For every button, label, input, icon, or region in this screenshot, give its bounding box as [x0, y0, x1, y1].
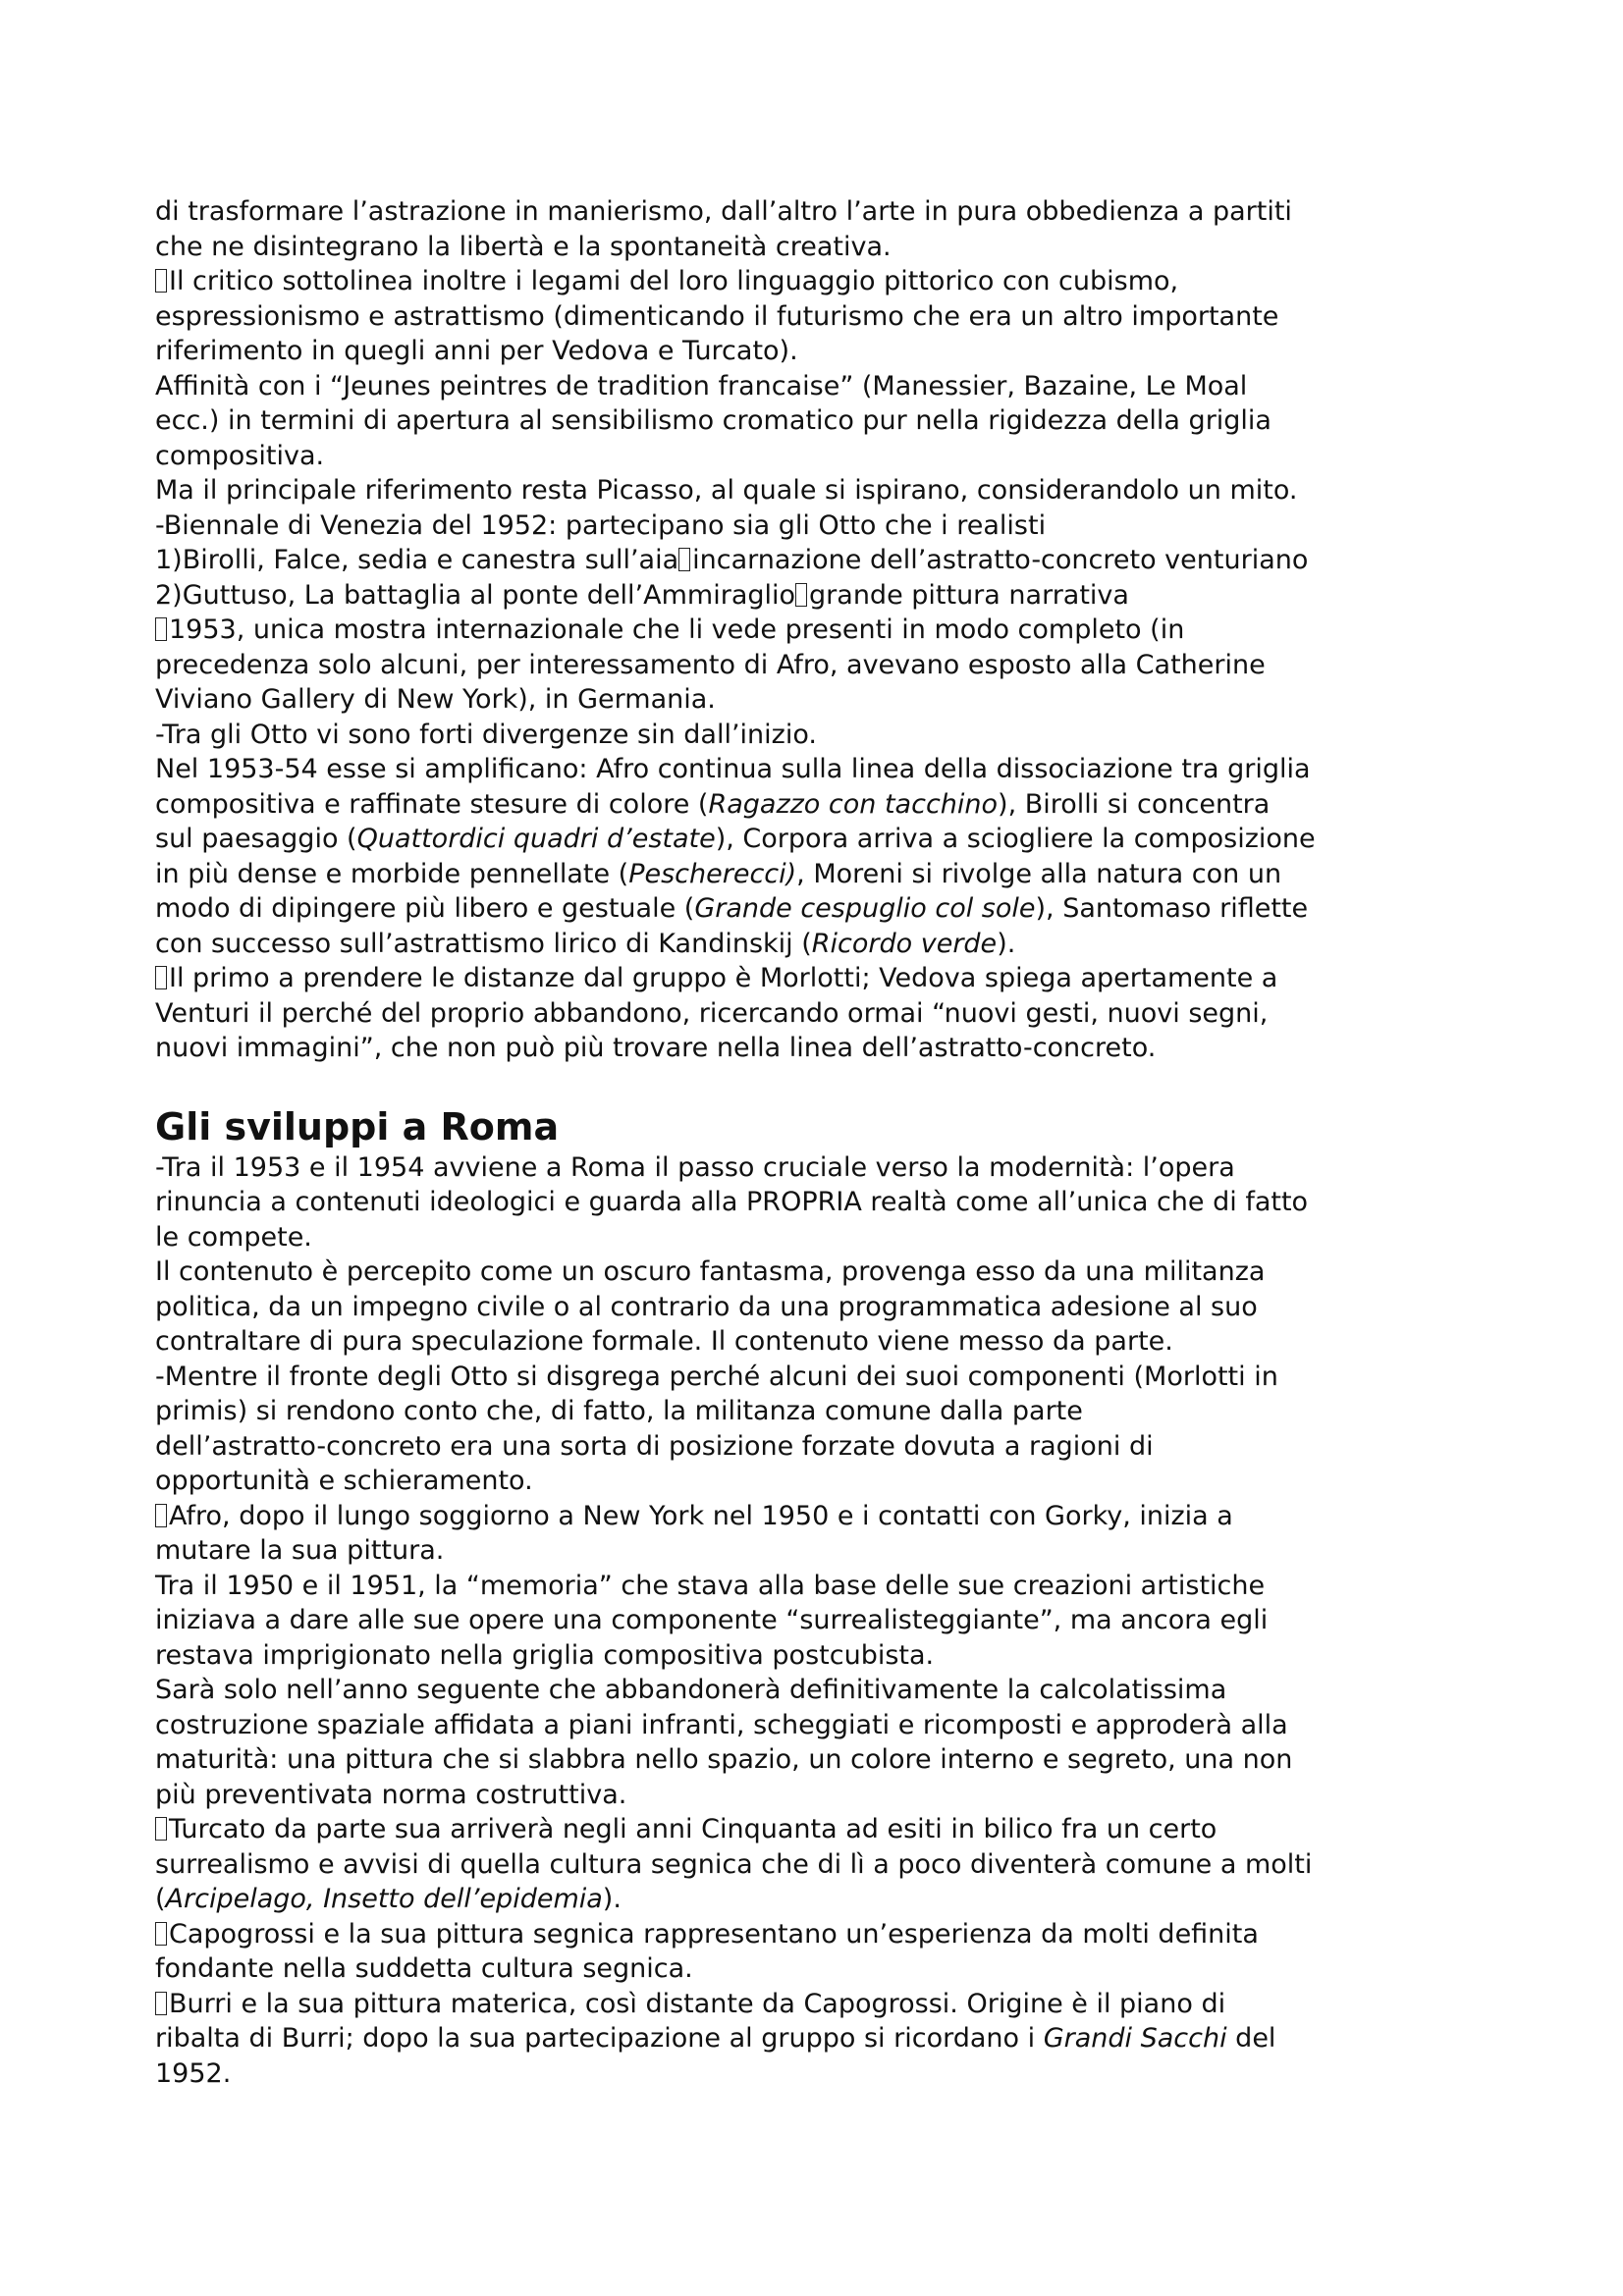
text-line: 2)Guttuso, La battaglia al ponte dell’Ammiraglio grande pittura narrativa [155, 579, 1129, 611]
missing-glyph-icon [155, 1504, 167, 1527]
text-line: che ne disintegrano la libertà e la spontaneità creativa. [155, 231, 892, 262]
text-line: più preventivata norma costruttiva. [155, 1779, 627, 1810]
text-line: Turcato da parte sua arriverà negli anni Cinquanta ad esiti in bilico fra un certo [155, 1812, 1471, 1847]
text-line: fondante nella suddetta cultura segnica. [155, 1953, 693, 1984]
missing-glyph-icon [155, 617, 167, 641]
text-line: di trasformare l’astrazione in manierismo, dall’altro l’arte in pura obbedienza a partiti [155, 196, 1292, 227]
text-line: sul paesaggio (Quattordici quadri d’estate), Corpora arriva a sciogliere la composizione [155, 824, 1316, 854]
text-line: nuovi immagini”, che non può più trovare nella linea dell’astratto-concreto. [155, 1033, 1157, 1063]
text-line: maturità: una pittura che si slabbra nello spazio, un colore interno e segreto, una non [155, 1744, 1293, 1775]
text-line: Viviano Gallery di New York), in Germania. [155, 684, 716, 715]
text-line: compositiva e raffinate stesure di colore (Ragazzo con tacchino), Birolli si concentra [155, 788, 1271, 820]
text-line: 1)Birolli, Falce, sedia e canestra sull’aia incarnazione dell’astratto-concreto venturiano [155, 545, 1309, 575]
text-line: Affinità con i “Jeunes peintres de tradition francaise” (Manessier, Bazaine, Le Moal [155, 370, 1248, 401]
text-line: -Tra gli Otto vi sono forti divergenze sin dall’inizio. [155, 719, 817, 750]
artwork-title: Quattordici quadri d’estate [356, 824, 716, 854]
text-line: dell’astratto-concreto era una sorta di posizione forzate dovuta a ragioni di [155, 1430, 1154, 1462]
artwork-title: Ragazzo con tacchino [708, 788, 999, 820]
artwork-title: Grande cespuglio col sole [694, 893, 1036, 924]
artwork-title: Arcipelago, Insetto dell’epidemia [165, 1884, 603, 1914]
missing-glyph-icon [155, 269, 167, 293]
text-line: Afro, dopo il lungo soggiorno a New York nel 1950 e i contatti con Gorky, inizia a [155, 1499, 1471, 1534]
text-line: Il primo a prendere le distanze dal gruppo è Morlotti; Vedova spiega apertamente a [155, 961, 1471, 996]
text-line: restava imprigionato nella griglia compositiva postcubista. [155, 1639, 935, 1671]
artwork-title: Ricordo verde [811, 928, 998, 959]
missing-glyph-icon [795, 583, 807, 607]
text-line: Tra il 1950 e il 1951, la “memoria” che stava alla base delle sue creazioni artistiche [155, 1570, 1266, 1601]
text-line: Ma il principale riferimento resta Picasso, al quale si ispirano, considerandolo un mito. [155, 475, 1298, 506]
text-line: espressionismo e astrattismo (dimenticando il futurismo che era un altro importante [155, 300, 1279, 332]
missing-glyph-icon [678, 548, 690, 571]
text-line: ribalta di Burri; dopo la sua partecipazione al gruppo si ricordano i Grandi Sacchi del [155, 2023, 1276, 2054]
section-1-body [155, 194, 1471, 1066]
artwork-title: Grandi Sacchi [1043, 2023, 1227, 2054]
section-2-body [155, 1150, 1471, 2092]
text-line: Il critico sottolinea inoltre i legami del loro linguaggio pittorico con cubismo, [155, 264, 1471, 299]
text-line: ecc.) in termini di apertura al sensibilismo cromatico pur nella rigidezza della griglia [155, 405, 1271, 436]
text-line: -Tra il 1953 e il 1954 avviene a Roma il passo cruciale verso la modernità: l’opera [155, 1151, 1235, 1183]
text-line: primis) si rendono conto che, di fatto, la militanza comune dalla parte [155, 1396, 1083, 1426]
text-line: Il contenuto è percepito come un oscuro fantasma, provenga esso da una militanza [155, 1256, 1266, 1287]
document-page [155, 194, 1471, 2091]
text-line: costruzione spaziale affidata a piani infranti, scheggiati e ricomposti e approderà alla [155, 1709, 1288, 1740]
text-line: opportunità e schieramento. [155, 1466, 533, 1496]
text-line: in più dense e morbide pennellate (Pescherecci), Moreni si rivolge alla natura con un [155, 858, 1282, 889]
text-line: politica, da un impegno civile o al contrario da una programmatica adesione al suo [155, 1291, 1258, 1322]
text-line: contraltare di pura speculazione formale. Il contenuto viene messo da parte. [155, 1326, 1173, 1357]
text-line: mutare la sua pittura. [155, 1535, 445, 1566]
missing-glyph-icon [155, 966, 167, 989]
text-line: modo di dipingere più libero e gestuale (Grande cespuglio col sole), Santomaso riflette [155, 893, 1309, 924]
missing-glyph-icon [155, 1922, 167, 1946]
text-line: le compete. [155, 1221, 312, 1253]
text-line: Nel 1953-54 esse si amplificano: Afro continua sulla linea della dissociazione tra griglia [155, 754, 1311, 784]
text-line: -Biennale di Venezia del 1952: partecipano sia gli Otto che i realisti [155, 509, 1047, 541]
text-line: 1953, unica mostra internazionale che li vede presenti in modo completo (in [155, 613, 1471, 648]
missing-glyph-icon [155, 1992, 167, 2015]
text-line: precedenza solo alcuni, per interessamento di Afro, avevano esposto alla Catherine [155, 649, 1266, 680]
text-line: (Arcipelago, Insetto dell’epidemia). [155, 1884, 622, 1914]
text-line: surrealismo e avvisi di quella cultura segnica che di lì a poco diventerà comune a molti [155, 1848, 1313, 1880]
text-line: 1952. [155, 2057, 232, 2089]
text-line: rinuncia a contenuti ideologici e guarda alla PROPRIA realtà come all’unica che di fatto [155, 1187, 1309, 1217]
text-line: compositiva. [155, 440, 325, 471]
text-line: Sarà solo nell’anno seguente che abbandonerà definitivamente la calcolatissima [155, 1675, 1227, 1705]
text-line: Venturi il perché del proprio abbandono, ricercando ormai “nuovi gesti, nuovi segni, [155, 997, 1269, 1029]
artwork-title: Pescherecci) [628, 858, 797, 889]
text-line: iniziava a dare alle sue opere una componente “surrealisteggiante”, ma ancora egli [155, 1605, 1269, 1635]
text-line: -Mentre il fronte degli Otto si disgrega perché alcuni dei suoi componenti (Morlotti in [155, 1361, 1278, 1392]
text-line: Burri e la sua pittura materica, così distante da Capogrossi. Origine è il piano di [155, 1987, 1471, 2022]
text-line: con successo sull’astrattismo lirico di Kandinskij (Ricordo verde). [155, 928, 1016, 959]
text-line: riferimento in quegli anni per Vedova e Turcato). [155, 336, 798, 366]
text-line: Capogrossi e la sua pittura segnica rappresentano un’esperienza da molti definita [155, 1917, 1471, 1952]
section-heading: Gli sviluppi a Roma [155, 1104, 560, 1148]
missing-glyph-icon [155, 1817, 167, 1841]
